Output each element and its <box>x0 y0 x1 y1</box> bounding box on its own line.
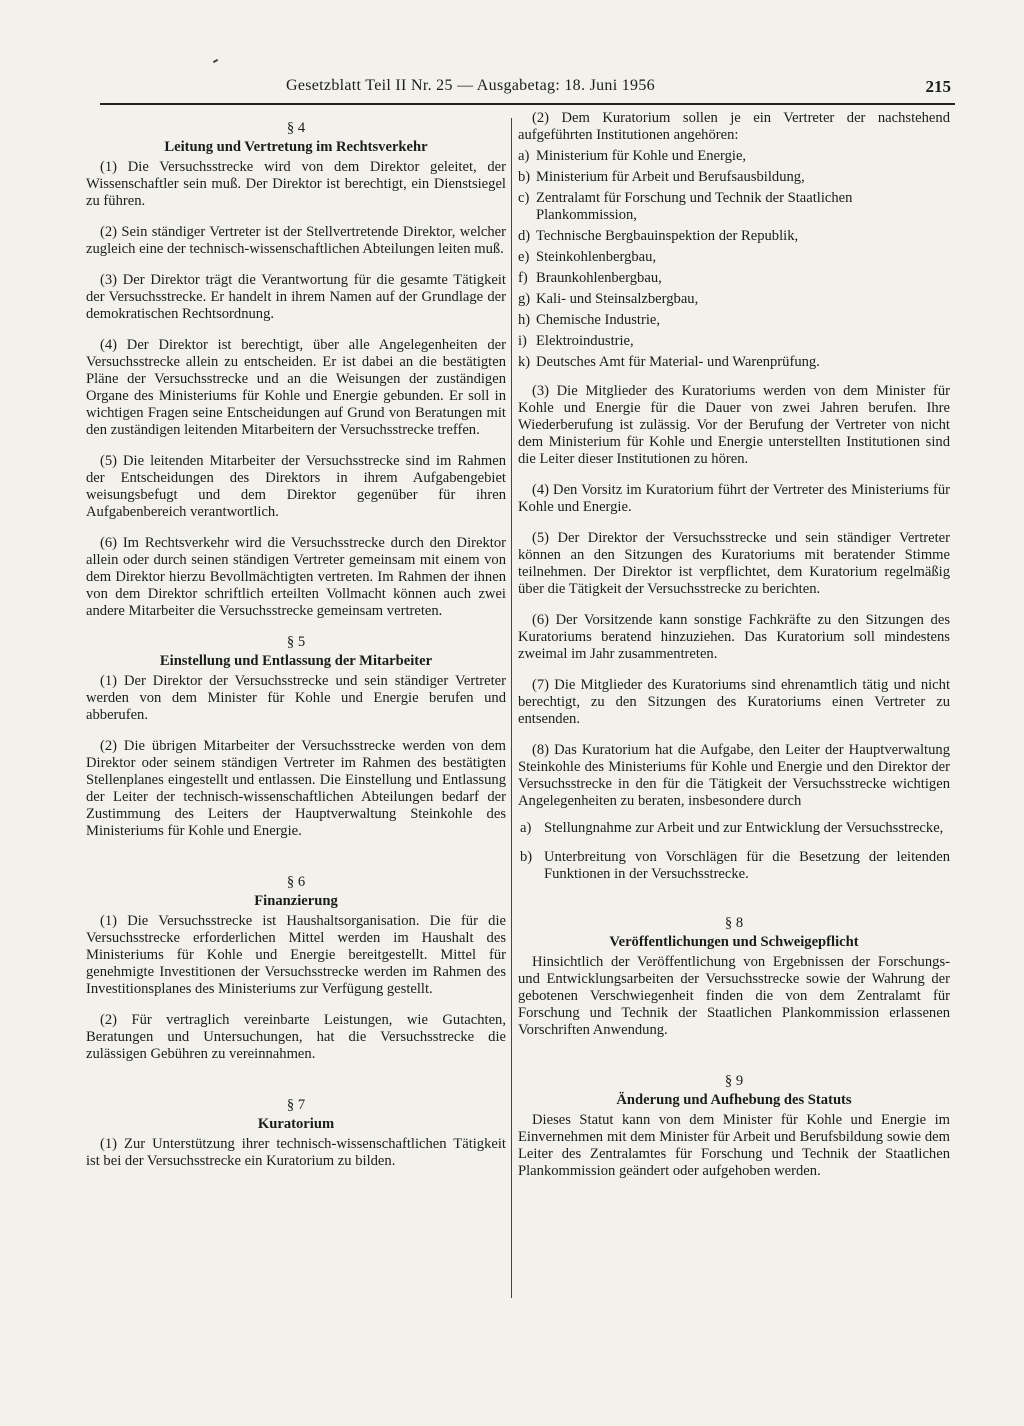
section-5-title: Einstellung und Entlassung der Mitarbeiter <box>159 653 433 669</box>
section-7-number: § 7 <box>286 1097 306 1113</box>
section-7-paragraph-3: (3) Die Mitglieder des Kuratoriums werden von dem Minister für Kohle und Energie für die Dauer von zwei Jahren berufen. Ihre Wiederberufung ist zulässig. Vor der Berufung der Vertreter von nicht dem Ministerium für Kohle und Energie unterstellten Institutionen sind die Leiter dieser Institutionen zu hören. <box>518 383 950 467</box>
section-4-number: § 4 <box>286 120 306 136</box>
left-column <box>86 110 506 1184</box>
section-5-number: § 5 <box>286 634 306 650</box>
section-7-paragraph-8: (8) Das Kuratorium hat die Aufgabe, den Leiter der Hauptverwaltung Steinkohle des Ministeriums für Kohle und Energie und den Direktor der Versuchsstrecke in den für die Tätigkeit der Versuchsstrecke wichtigen Angelegenheiten zu beraten, insbesondere durch <box>518 742 950 809</box>
section-7-paragraph-6: (6) Der Vorsitzende kann sonstige Fachkräfte zu den Sitzungen des Kuratoriums beratend hinzuziehen. Das Kuratorium soll mindestens zweimal im Jahr zusammentreten. <box>518 612 950 662</box>
list-item: f) Braunkohlenbergbau, <box>518 270 662 286</box>
section-7-paragraph-2: (2) Dem Kuratorium sollen je ein Vertreter der nachstehend aufgeführten Institutionen angehören: <box>518 110 950 143</box>
section-7-paragraph-7: (7) Die Mitglieder des Kuratoriums sind ehrenamtlich tätig und nicht berechtigt, zu den Sitzungen des Kuratoriums einen Vertreter zu entsenden. <box>518 677 950 727</box>
institution-list <box>518 148 950 371</box>
section-5-paragraph-1: (1) Der Direktor der Versuchsstrecke und sein ständiger Vertreter werden von dem Minister für Kohle und Energie berufen und abberufen. <box>86 673 506 723</box>
section-9-paragraph-1: Dieses Statut kann von dem Minister für Kohle und Energie im Einvernehmen mit dem Minister für Arbeit und Berufsbildung sowie dem Leiter des Zentralamtes für Forschung und Technik der Staatlichen Plankommission geändert oder aufgehoben werden. <box>518 1112 950 1179</box>
list-item: b) Ministerium für Arbeit und Berufsausbildung, <box>518 169 805 185</box>
list-item: c) Zentralamt für Forschung und Technik der Staatlichen Plankommission, <box>518 190 853 223</box>
section-4-paragraph-3: (3) Der Direktor trägt die Verantwortung für die gesamte Tätigkeit der Versuchsstrecke. Er handelt in ihrem Namen auf der Grundlage der demokratischen Rechtsordnung. <box>86 272 506 322</box>
list-item: e) Steinkohlenbergbau, <box>518 249 657 265</box>
list-item: g) Kali- und Steinsalzbergbau, <box>518 291 699 307</box>
section-4-paragraph-4: (4) Der Direktor ist berechtigt, über alle Angelegenheiten der Versuchsstrecke allein zu entscheiden. Er ist dabei an die bestätigten Pläne der Versuchsstrecke und an die Weisungen der zuständigen Organe des Ministeriums für Kohle und Energie gebunden. Er soll in wichtigen Fragen seine Entscheidungen auf Grund von Beratungen mit den zuständigen leitenden Mitarbeitern der Versuchsstrecke treffen. <box>86 337 506 438</box>
section-8-paragraph-1: Hinsichtlich der Veröffentlichung von Ergebnissen der Forschungs- und Entwicklungsarbeiten der Versuchsstrecke sowie der Wahrung der gebotenen Verschwiegenheit finden die von dem Zentralamt für Forschung und Technik der Staatlichen Plankommission erlassenen Vorschriften Anwendung. <box>518 954 950 1038</box>
duties-list <box>518 820 950 883</box>
section-7-paragraph-1: (1) Zur Unterstützung ihrer technisch-wissenschaftlichen Tätigkeit ist bei der Versuchsstrecke ein Kuratorium zu bilden. <box>86 1136 506 1169</box>
section-4-paragraph-5: (5) Die leitenden Mitarbeiter der Versuchsstrecke sind im Rahmen der Entscheidungen des Direktors in ihrem Aufgabengebiet weisungsbefugt und dem Direktor gegenüber für ihren Aufgabenbereich verantwortlich. <box>86 453 506 520</box>
section-6-number: § 6 <box>286 874 306 890</box>
list-item: k) Deutsches Amt für Material- und Warenprüfung. <box>518 354 820 370</box>
list-item: a) Ministerium für Kohle und Energie, <box>518 148 747 164</box>
header-title: Gesetzblatt Teil II Nr. 25 — Ausgabetag: 18. Juni 1956 <box>286 77 655 94</box>
column-divider <box>511 118 512 1298</box>
section-4-paragraph-6: (6) Im Rechtsverkehr wird die Versuchsstrecke durch den Direktor allein oder durch seinen ständigen Vertreter gemeinsam mit einem von dem Direktor hierzu Bevollmächtigten vertreten. Im Rahmen der ihnen von dem Direktor schriftlich erteilten Vollmacht können auch zwei andere Mitarbeiter die Versuchsstrecke gemeinsam vertreten. <box>86 535 506 619</box>
list-item: b) Unterbreitung von Vorschlägen für die Besetzung der leitenden Funktionen in der Versuchsstrecke. <box>520 849 950 882</box>
list-item: a) Stellungnahme zur Arbeit und zur Entwicklung der Versuchsstrecke, <box>520 820 944 836</box>
section-7-title: Kuratorium <box>257 1116 335 1132</box>
right-column <box>518 110 950 1194</box>
section-6-title: Finanzierung <box>254 893 338 909</box>
stray-mark <box>213 59 218 63</box>
section-6-paragraph-2: (2) Für vertraglich vereinbarte Leistungen, wie Gutachten, Beratungen und Untersuchungen, hat die Versuchsstrecke die zulässigen Gebühren zu vereinnahmen. <box>86 1012 506 1062</box>
page-number: 215 <box>925 77 951 96</box>
section-4-title: Leitung und Vertretung im Rechtsverkehr <box>164 139 428 155</box>
list-item: h) Chemische Industrie, <box>518 312 661 328</box>
section-9-number: § 9 <box>724 1073 744 1089</box>
section-7-paragraph-4: (4) Den Vorsitz im Kuratorium führt der Vertreter des Ministeriums für Kohle und Energie. <box>518 482 950 515</box>
section-7-paragraph-5: (5) Der Direktor der Versuchsstrecke und sein ständiger Vertreter können an den Sitzungen des Kuratoriums mit beratender Stimme teilnehmen. Der Direktor ist verpflichtet, dem Kuratorium regelmäßig über die Tätigkeit der Versuchsstrecke zu berichten. <box>518 530 950 597</box>
page-header <box>100 77 955 105</box>
section-9-title: Änderung und Aufhebung des Statuts <box>616 1092 852 1108</box>
section-8-title: Veröffentlichungen und Schweigepflicht <box>609 934 859 950</box>
section-4-paragraph-1: (1) Die Versuchsstrecke wird von dem Direktor geleitet, der Wissenschaftler sein muß. Der Direktor ist berechtigt, ein Dienstsiegel zu führen. <box>86 159 506 209</box>
list-item: d) Technische Bergbauinspektion der Republik, <box>518 228 799 244</box>
section-4-paragraph-2: (2) Sein ständiger Vertreter ist der Stellvertretende Direktor, welcher zugleich eine der technisch-wissenschaftlichen Abteilungen leiten muß. <box>86 224 506 257</box>
section-5-paragraph-2: (2) Die übrigen Mitarbeiter der Versuchsstrecke werden von dem Direktor oder seinem ständigen Vertreter im Rahmen des bestätigten Stellenplanes eingestellt und entlassen. Die Einstellung und Entlassung der Leiter der technisch-wissenschaftlichen Abteilungen bedarf der Zustimmung des Leiters der Hauptverwaltung Steinkohle des Ministeriums für Kohle und Energie. <box>86 738 506 839</box>
section-8-number: § 8 <box>724 915 744 931</box>
list-item: i) Elektroindustrie, <box>518 333 634 349</box>
section-6-paragraph-1: (1) Die Versuchsstrecke ist Haushaltsorganisation. Die für die Versuchsstrecke erforderlichen Mittel werden im Haushalt des Ministeriums für Kohle und Energie bereitgestellt. Mittel für genehmigte Investitionen der Versuchsstrecke werden im Rahmen des Investitionsplanes des Ministeriums zur Verfügung gestellt. <box>86 913 506 997</box>
